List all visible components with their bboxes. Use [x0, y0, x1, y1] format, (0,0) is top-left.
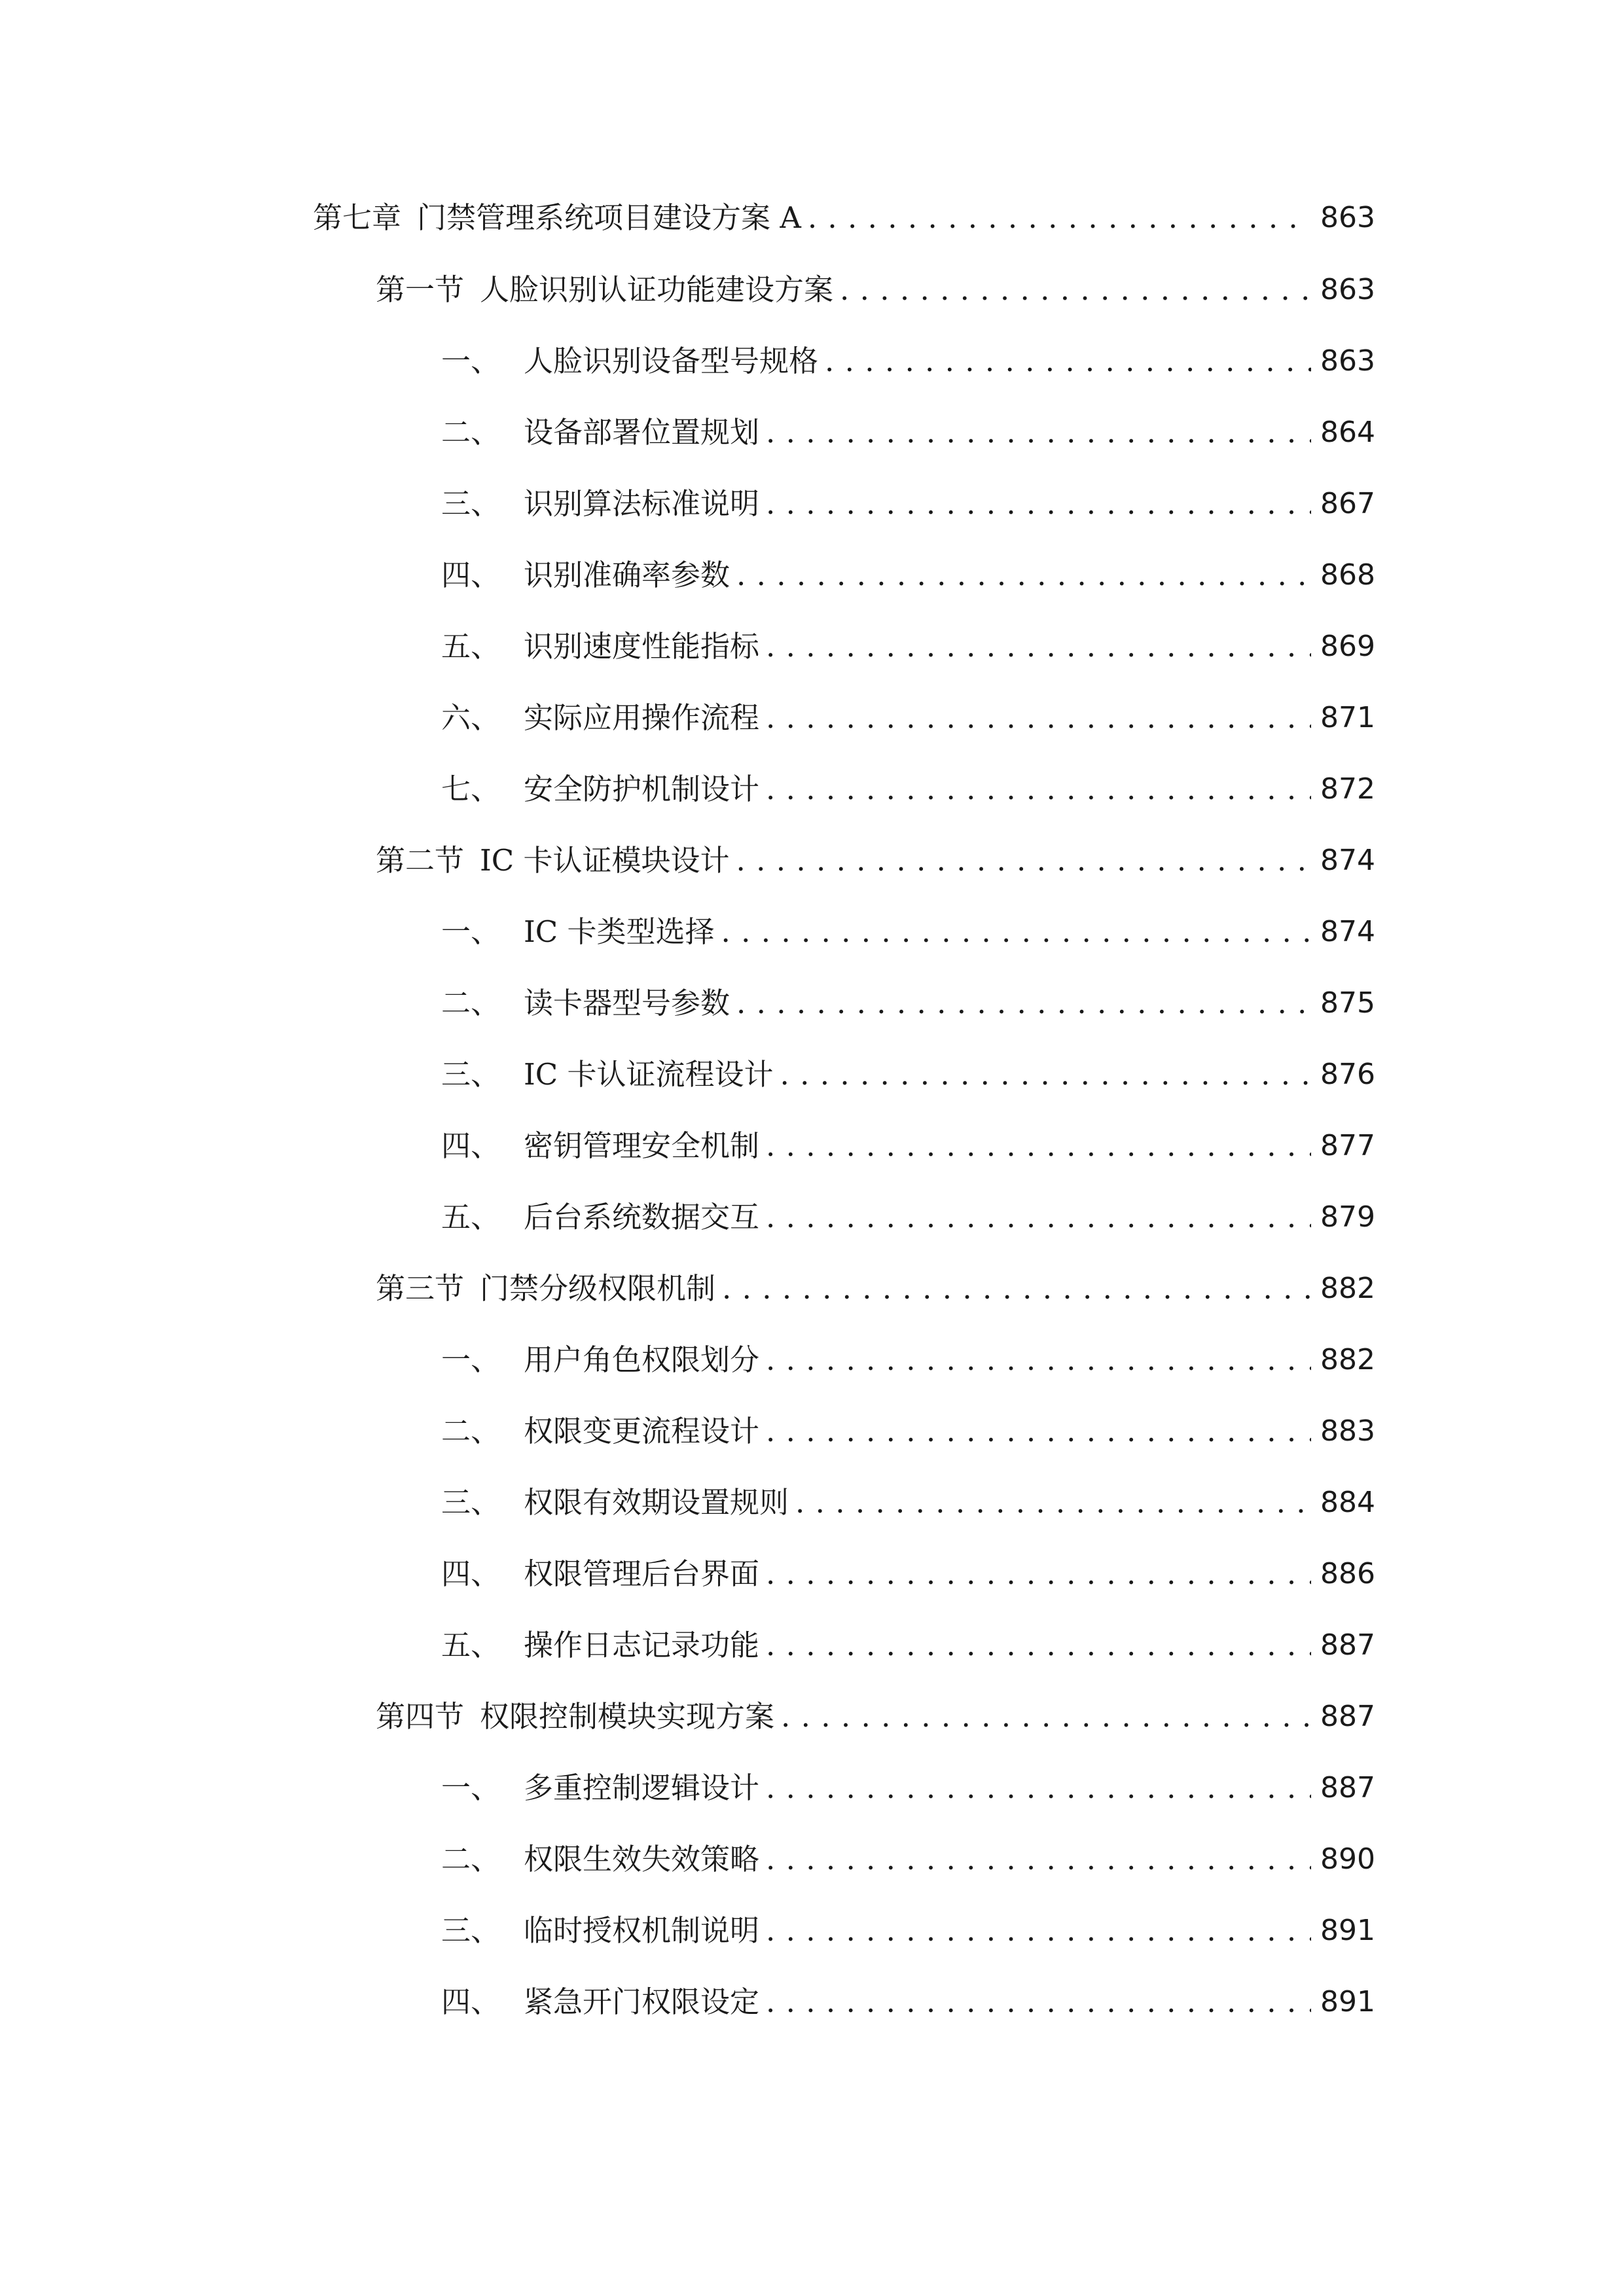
dot-leader [766, 478, 1311, 530]
toc-page-number: 882 [1320, 1343, 1375, 1376]
toc-entry-title: 安全防护机制设计 [524, 772, 760, 806]
toc-page-number: 887 [1320, 1700, 1375, 1733]
dot-leader [766, 620, 1311, 673]
dot-leader [808, 192, 1311, 244]
toc-entry-number: 三、 [441, 1913, 501, 1948]
toc-page-number: 891 [1320, 1914, 1375, 1947]
toc-entry-title: 识别准确率参数 [524, 558, 731, 592]
toc-page-number: 867 [1320, 487, 1375, 520]
toc-entry-number: 二、 [441, 986, 501, 1020]
dot-leader [766, 1191, 1311, 1244]
dot-leader [736, 977, 1311, 1030]
toc-entry-title: 实际应用操作流程 [524, 700, 760, 735]
toc-item[interactable] [441, 692, 1375, 744]
toc-entry-title: 识别算法标准说明 [524, 486, 760, 521]
toc-item[interactable] [441, 1191, 1375, 1244]
dot-leader [736, 834, 1311, 887]
toc-page-number: 879 [1320, 1200, 1375, 1234]
toc-entry-title: 操作日志记录功能 [524, 1628, 760, 1662]
toc-entry-title: 识别速度性能指标 [524, 629, 760, 664]
toc-entry-title: 多重控制逻辑设计 [524, 1770, 760, 1805]
toc-page-number: 869 [1320, 630, 1375, 663]
dot-leader [825, 335, 1311, 387]
toc-item[interactable] [441, 406, 1375, 459]
toc-entry-title: 人脸识别设备型号规格 [524, 344, 819, 378]
toc-item[interactable] [441, 335, 1375, 387]
toc-entry-title: 后台系统数据交互 [524, 1200, 760, 1234]
toc-entry-number: 一、 [441, 914, 501, 949]
toc-entry-number: 五、 [441, 1628, 501, 1662]
toc-page-number: 882 [1320, 1272, 1375, 1305]
toc-page-number: 887 [1320, 1628, 1375, 1662]
toc-entry-title: 读卡器型号参数 [524, 986, 731, 1020]
toc-section[interactable] [376, 1691, 1375, 1743]
dot-leader [721, 906, 1312, 958]
toc-page-number: 864 [1320, 416, 1375, 449]
toc-entry-title: 权限管理后台界面 [524, 1556, 760, 1591]
toc-item[interactable] [441, 1619, 1375, 1672]
toc-entry-title: 权限变更流程设计 [524, 1414, 760, 1448]
toc-entry-number: 六、 [441, 700, 501, 735]
toc-entry-number: 第二节 [376, 843, 465, 878]
toc-page-number: 868 [1320, 558, 1375, 592]
dot-leader [736, 549, 1311, 601]
toc-entry-number: 二、 [441, 415, 501, 450]
toc-page-number: 891 [1320, 1985, 1375, 2018]
toc-entry-number: 二、 [441, 1842, 501, 1876]
toc-entry-title: 门禁管理系统项目建设方案 A [417, 200, 801, 235]
dot-leader [795, 1477, 1311, 1529]
toc-item[interactable] [441, 1905, 1375, 1957]
dot-leader [766, 1334, 1311, 1386]
dot-leader [766, 1905, 1311, 1957]
toc-entry-number: 第一节 [376, 272, 465, 307]
toc-page-number: 884 [1320, 1486, 1375, 1519]
toc-entry-number: 三、 [441, 486, 501, 521]
toc-entry-number: 四、 [441, 1984, 501, 2019]
toc-item[interactable] [441, 1049, 1375, 1101]
toc-entry-title: 权限有效期设置规则 [524, 1485, 789, 1520]
dot-leader [766, 406, 1311, 459]
dot-leader [840, 264, 1311, 316]
toc-page-number: 883 [1320, 1414, 1375, 1448]
toc-entry-title: IC 卡认证模块设计 [480, 843, 730, 878]
toc-page-number: 890 [1320, 1842, 1375, 1876]
toc-entry-number: 一、 [441, 1770, 501, 1805]
dot-leader [766, 763, 1311, 816]
toc-entry-title: 权限生效失效策略 [524, 1842, 760, 1876]
toc-item[interactable] [441, 1477, 1375, 1529]
toc-entry-title: IC 卡认证流程设计 [524, 1057, 774, 1092]
toc-item[interactable] [441, 1334, 1375, 1386]
toc-entry-number: 三、 [441, 1057, 501, 1092]
toc-page-number: 863 [1320, 201, 1375, 234]
toc-page-number: 887 [1320, 1771, 1375, 1804]
toc-page-number: 874 [1320, 915, 1375, 948]
toc-page-number: 871 [1320, 701, 1375, 734]
toc-item[interactable] [441, 906, 1375, 958]
toc-page-number: 874 [1320, 844, 1375, 877]
toc-entry-number: 七、 [441, 772, 501, 806]
toc-entry-title: 密钥管理安全机制 [524, 1128, 760, 1163]
toc-page-number: 876 [1320, 1058, 1375, 1091]
dot-leader [781, 1691, 1311, 1743]
toc-item[interactable] [441, 1120, 1375, 1172]
dot-leader [766, 1548, 1311, 1600]
toc-item[interactable] [441, 763, 1375, 816]
toc-entry-number: 第七章 [313, 200, 402, 235]
toc-entry-title: 设备部署位置规划 [524, 415, 760, 450]
toc-section[interactable] [376, 834, 1375, 887]
toc-entry-title: 用户角色权限划分 [524, 1342, 760, 1377]
dot-leader [766, 1833, 1311, 1886]
toc-entry-number: 五、 [441, 629, 501, 664]
toc-entry-title: 权限控制模块实现方案 [480, 1699, 775, 1734]
toc-entry-title: 紧急开门权限设定 [524, 1984, 760, 2019]
dot-leader [766, 1976, 1311, 2028]
toc-item[interactable] [441, 1548, 1375, 1600]
dot-leader [766, 1120, 1311, 1172]
toc-page-number: 886 [1320, 1557, 1375, 1590]
toc-section[interactable] [376, 1263, 1375, 1315]
toc-entry-title: IC 卡类型选择 [524, 914, 715, 949]
toc-entry-title: 人脸识别认证功能建设方案 [480, 272, 834, 307]
toc-entry-number: 第三节 [376, 1271, 465, 1306]
toc-entry-number: 一、 [441, 1342, 501, 1377]
toc-entry-number: 五、 [441, 1200, 501, 1234]
toc-item[interactable] [441, 1976, 1375, 2028]
toc-section[interactable] [376, 264, 1375, 316]
toc-entry-number: 三、 [441, 1485, 501, 1520]
toc-page-number: 877 [1320, 1129, 1375, 1162]
toc-item[interactable] [441, 977, 1375, 1030]
toc-page-number: 872 [1320, 772, 1375, 806]
dot-leader [766, 1619, 1311, 1672]
toc-item[interactable] [441, 1762, 1375, 1814]
toc-page-number: 863 [1320, 273, 1375, 306]
toc-chapter[interactable] [313, 192, 1375, 244]
toc-entry-number: 一、 [441, 344, 501, 378]
toc-entry-number: 二、 [441, 1414, 501, 1448]
toc-entry-number: 四、 [441, 1128, 501, 1163]
toc-entry-number: 四、 [441, 1556, 501, 1591]
dot-leader [722, 1263, 1311, 1315]
toc-item[interactable] [441, 1405, 1375, 1458]
toc-page-number: 875 [1320, 986, 1375, 1020]
toc-item[interactable] [441, 1833, 1375, 1886]
toc-entry-title: 临时授权机制说明 [524, 1913, 760, 1948]
toc-entry-number: 第四节 [376, 1699, 465, 1734]
toc-item[interactable] [441, 549, 1375, 601]
toc-item[interactable] [441, 478, 1375, 530]
dot-leader [766, 1405, 1311, 1458]
toc-page-number: 863 [1320, 344, 1375, 378]
toc-entry-title: 门禁分级权限机制 [480, 1271, 716, 1306]
toc-entry-number: 四、 [441, 558, 501, 592]
dot-leader [780, 1049, 1312, 1101]
toc-item[interactable] [441, 620, 1375, 673]
dot-leader [766, 692, 1311, 744]
dot-leader [766, 1762, 1311, 1814]
